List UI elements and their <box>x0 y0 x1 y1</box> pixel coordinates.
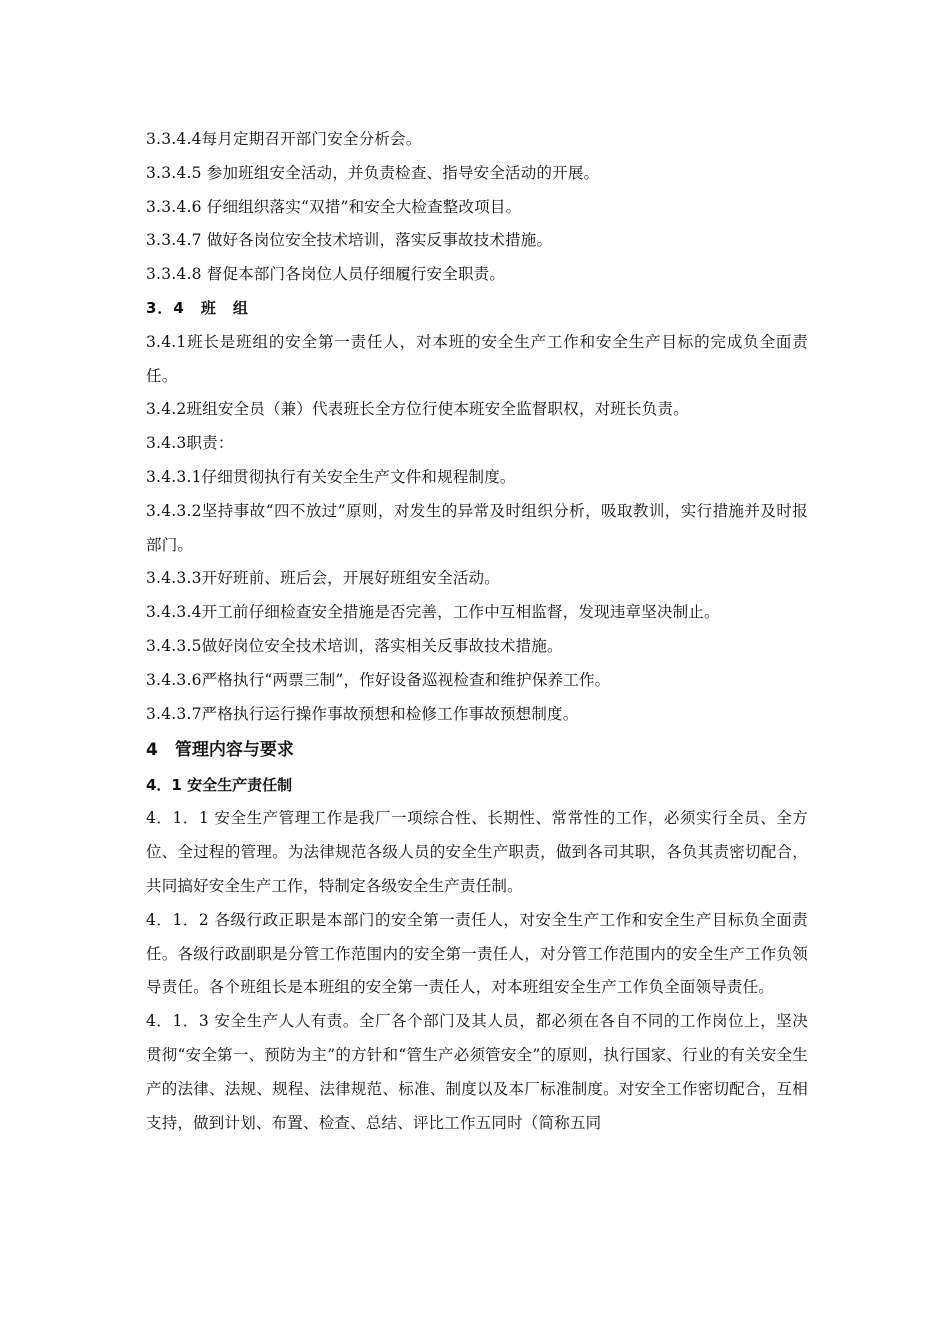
document-body <box>146 123 808 1140</box>
paragraph-3-4-3: 3.4.3职责： <box>146 434 234 453</box>
paragraph-3-4-2: 3.4.2班组安全员（兼）代表班长全方位行使本班安全监督职权，对班长负责。 <box>146 400 689 419</box>
paragraph-3-3-4-8: 3.3.4.8 督促本部门各岗位人员仔细履行安全职责。 <box>146 265 506 284</box>
section-4-1-heading: 4．1 安全生产责任制 <box>146 776 293 795</box>
paragraph-3-4-3-6: 3.4.3.6严格执行“两票三制”，作好设备巡视检查和维护保养工作。 <box>146 670 611 689</box>
section-3-4-heading: 3．4 班 组 <box>146 298 249 317</box>
paragraph-3-3-4-7: 3.3.4.7 做好各岗位安全技术培训，落实反事故技术措施。 <box>146 231 553 250</box>
paragraph-3-4-3-3: 3.4.3.3开好班前、班后会，开展好班组安全活动。 <box>146 569 500 588</box>
paragraph-3-4-1: 3.4.1班长是班组的安全第一责任人，对本班的安全生产工作和安全生产目标的完成负全面责任。 <box>146 332 808 385</box>
paragraph-4-1-2: 4．1．2 各级行政正职是本部门的安全第一责任人，对安全生产工作和安全生产目标负全面责任。各级行政副职是分管工作范围内的安全第一责任人，对分管工作范围内的安全生产工作负领导责任。各个班组长是本班组的安全第一责任人，对本班组安全生产工作负全面领导责任。 <box>146 910 808 997</box>
paragraph-3-4-3-5: 3.4.3.5做好岗位安全技术培训，落实相关反事故技术措施。 <box>146 636 563 655</box>
paragraph-4-1-1: 4．1．1 安全生产管理工作是我厂一项综合性、长期性、常常性的工作，必须实行全员、全方位、全过程的管理。为法律规范各级人员的安全生产职责，做到各司其职，各负其责密切配合，共同搞好安全生产工作，特制定各级安全生产责任制。 <box>146 809 808 895</box>
paragraph-3-4-3-4: 3.4.3.4开工前仔细检查安全措施是否完善，工作中互相监督，发现违章坚决制止。 <box>146 603 720 622</box>
paragraph-3-4-3-7: 3.4.3.7严格执行运行操作事故预想和检修工作事故预想制度。 <box>146 704 579 723</box>
paragraph-4-1-3: 4．1．3 安全生产人人有责。全厂各个部门及其人员，都必须在各自不同的工作岗位上，坚决贯彻“安全第一、预防为主”的方针和“管生产必须管安全”的原则，执行国家、行业的有关安全生产的法律、法规、规程、法律规范、标准、制度以及本厂标准制度。对安全工作密切配合，互相支持，做到计划、布置、检查、总结、评比工作五同时（简称五同 <box>146 1012 808 1132</box>
section-4-heading: 4 管理内容与要求 <box>146 740 294 761</box>
paragraph-3-3-4-6: 3.3.4.6 仔细组织落实“双措”和安全大检查整改项目。 <box>146 197 522 216</box>
paragraph-3-3-4-4: 3.3.4.4每月定期召开部门安全分析会。 <box>146 130 422 148</box>
paragraph-3-4-3-1: 3.4.3.1仔细贯彻执行有关安全生产文件和规程制度。 <box>146 467 516 486</box>
paragraph-3-4-3-2: 3.4.3.2坚持事故“四不放过”原则，对发生的异常及时组织分析，吸取教训，实行措施并及时报部门。 <box>146 501 808 554</box>
paragraph-3-3-4-5: 3.3.4.5 参加班组安全活动，并负责检查、指导安全活动的开展。 <box>146 163 600 182</box>
